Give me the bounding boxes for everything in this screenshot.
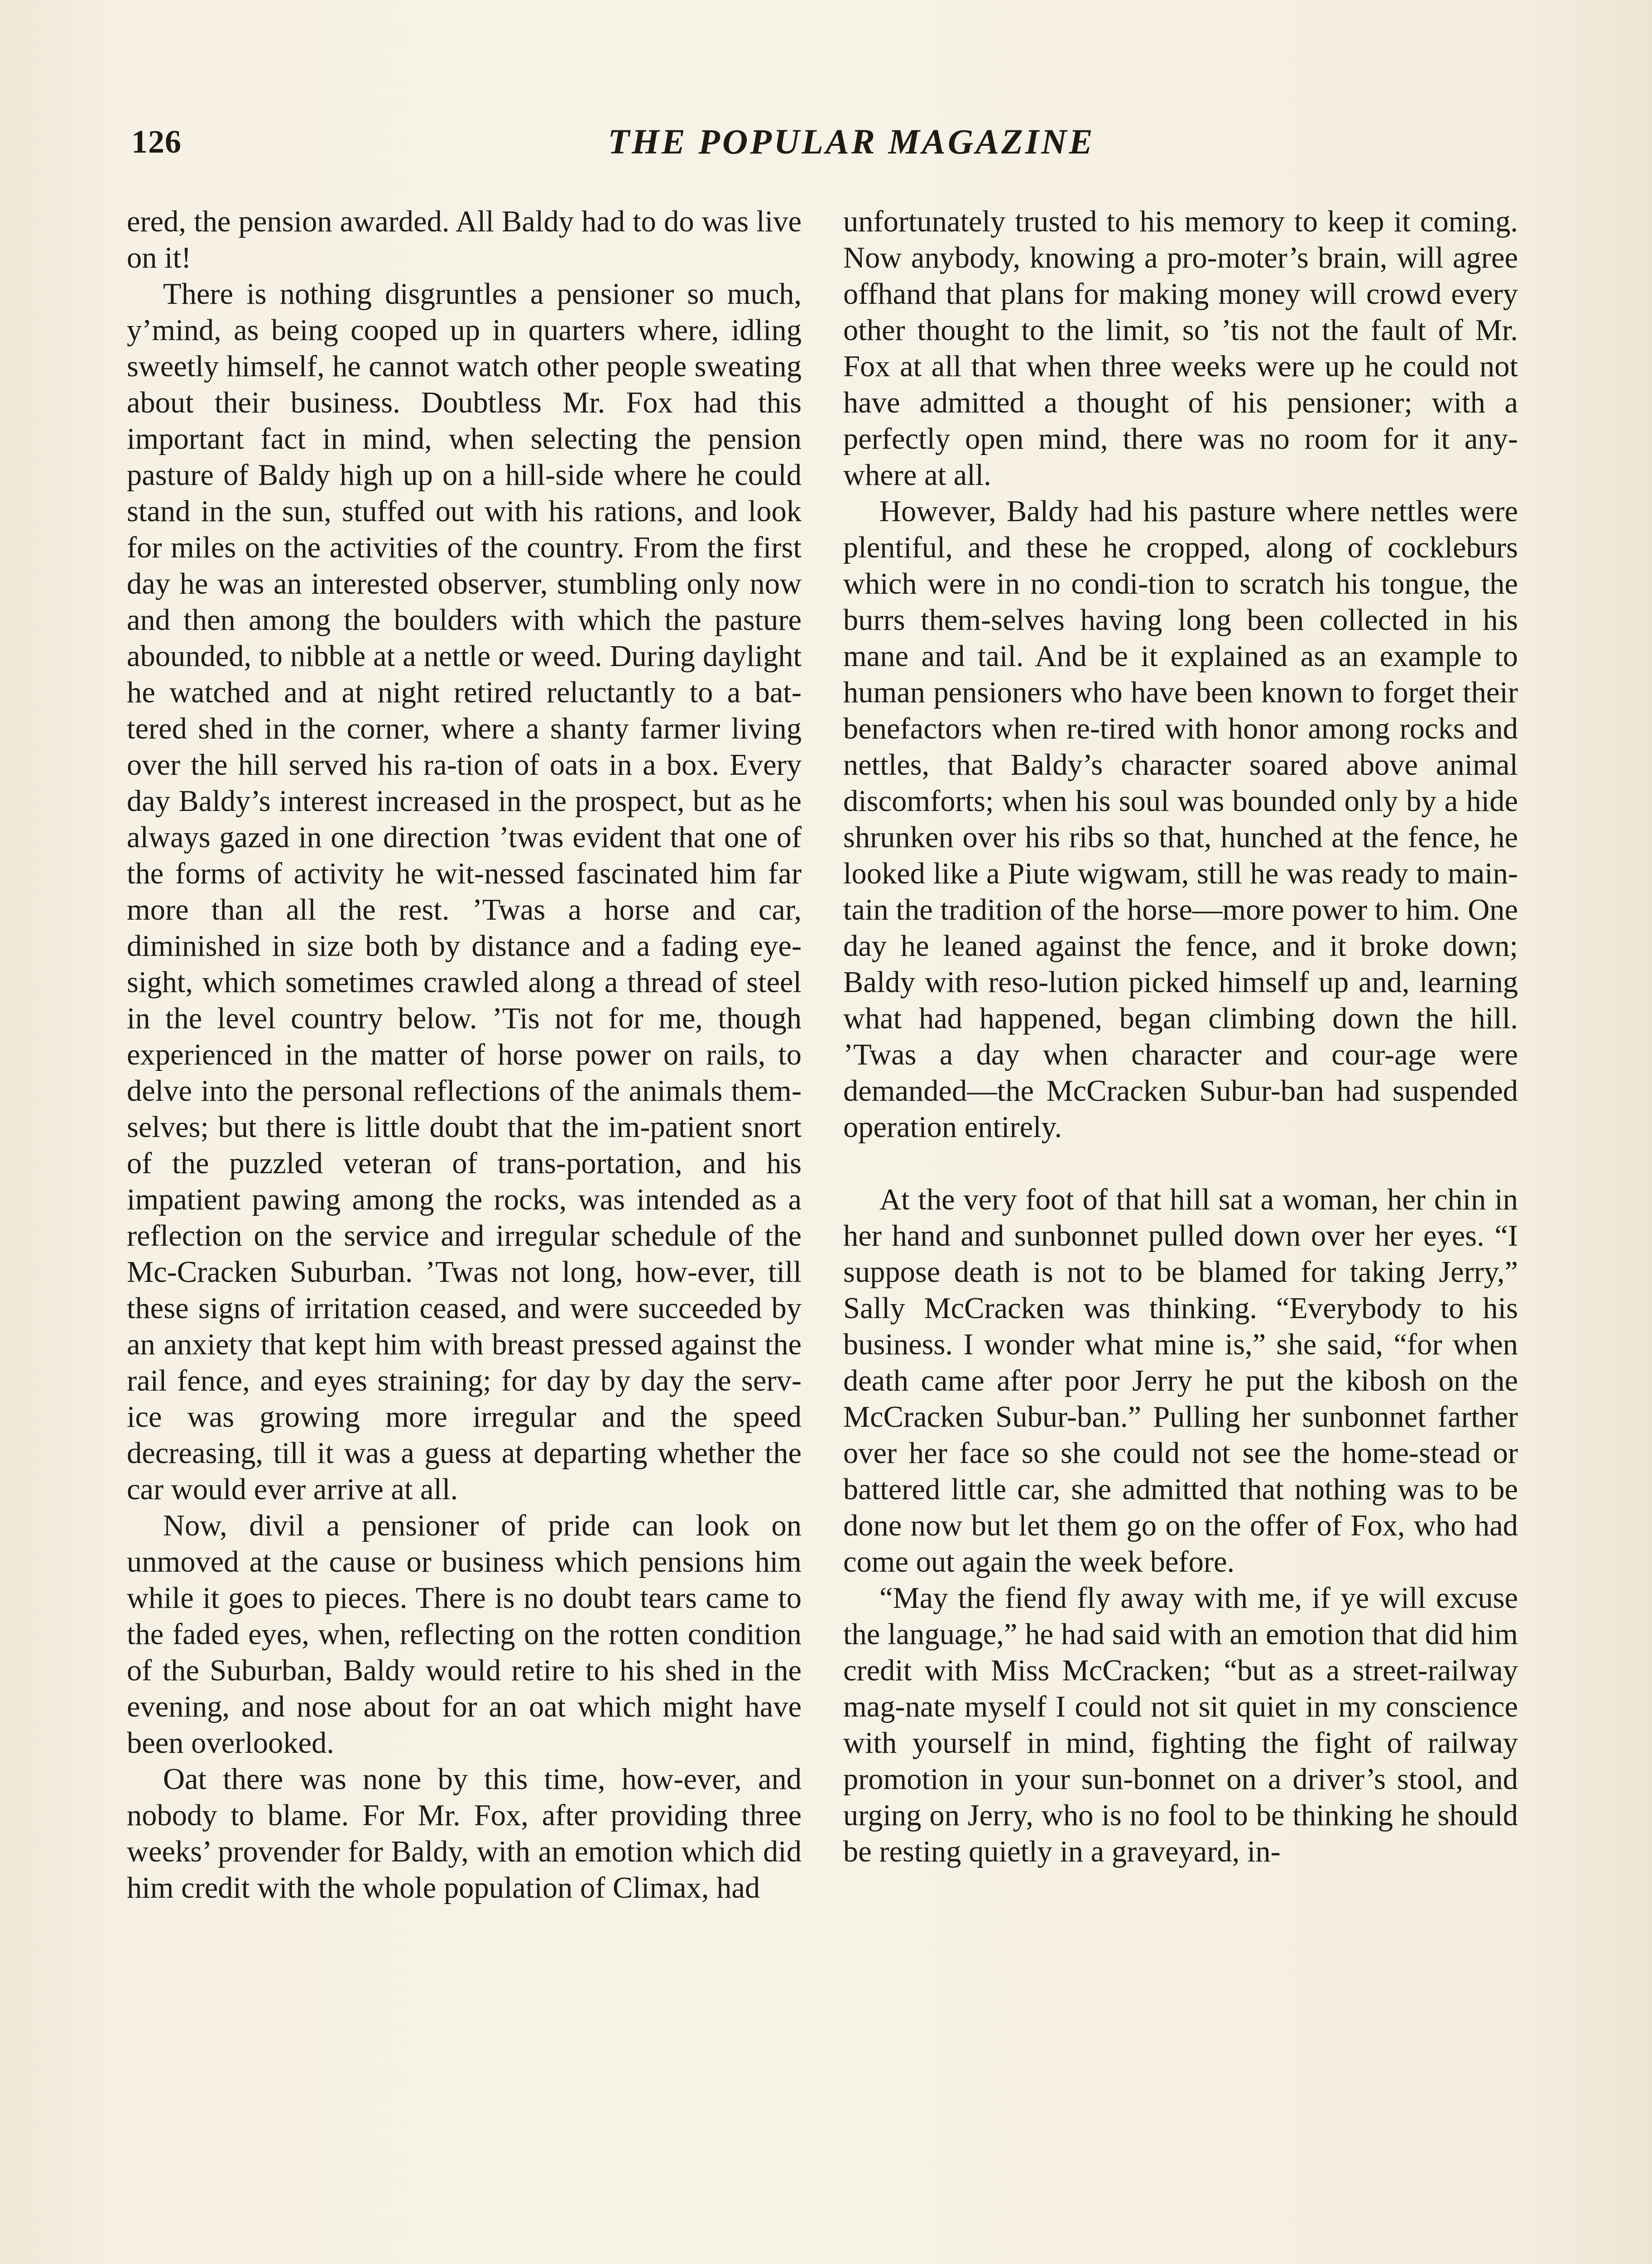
paragraph: “May the fiend fly away with me, if ye will excuse the language,” he had said with an emotion that did him credit with Miss McCracken; “but as a street-railway mag-nate myself I could not sit quiet in my conscience with yourself in mind, fighting the fight of railway promotion in your sun-bonnet on a driver’s stool, and urging on Jerry, who is no fool to be thinking he should be resting quietly in a graveyard, in- bbox=[843, 1582, 1518, 1868]
paragraph: At the very foot of that hill sat a woman, her chin in her hand and sunbonnet pulled down over her eyes. “I suppose death is not to be blamed for taking Jerry,” Sally McCracken was thinking. “Everybody to his business. I wonder what mine is,” she said, “for when death came after poor Jerry he put the kibosh on the McCracken Subur-ban.” Pulling her sunbonnet farther over her face so she could not see the home-stead or battered little car, she admitted that nothing was to be done now but let them go on the offer of Fox, who had come out again the week before. bbox=[843, 1183, 1518, 1578]
paragraph: There is nothing disgruntles a pensioner so much, y’mind, as being cooped up in quarters where, idling sweetly himself, he cannot watch other people sweating about their business. Doubtless Mr. Fox had this important fact in mind, when selecting the pension pasture of Baldy high up on a hill-side where he could stand in the sun, stuffed out with his rations, and look for miles on the activities of the country. From the first day he was an interested observer, stumbling only now and then among the boulders with which the pasture abounded, to nibble at a nettle or weed. During daylight he watched and at night retired reluctantly to a bat-tered shed in the corner, where a shanty farmer living over the hill served his ra-tion of oats in a box. Every day Baldy’s interest increased in the prospect, but as he always gazed in one direction ’twas evident that one of the forms of activity he wit-nessed fascinated him far more than all the rest. ’Twas a horse and car, diminished in size both by distance and a fading eye-sight, which sometimes crawled along a thread of steel in the level country below. ’Tis not for me, though experienced in the matter of horse power on rails, to delve into the personal reflections of the animals them-selves; but there is little doubt that the im-patient snort of the puzzled veteran of trans-portation, and his impatient pawing among the rocks, was intended as a reflection on the service and irregular schedule of the Mc-Cracken Suburban. ’Twas not long, how-ever, till these signs of irritation ceased, and were succeeded by an anxiety that kept him with breast pressed against the rail fence, and eyes straining; for day by day the serv-ice was growing more irregular and the speed decreasing, till it was a guess at departing whether the car would ever arrive at all. bbox=[127, 278, 802, 1506]
paragraph: However, Baldy had his pasture where nettles were plentiful, and these he cropped, along of cockleburs which were in no condi-tion to scratch his tongue, the burrs them-selves having long been collected in his mane and tail. And be it explained as an example to human pensioners who have been known to forget their benefactors when re-tired with honor among rocks and nettles, that Baldy’s character soared above animal discomforts; when his soul was bounded only by a hide shrunken over his ribs so that, hunched at the fence, he looked like a Piute wigwam, still he was ready to main-tain the tradition of the horse—more power to him. One day he leaned against the fence, and it broke down; Baldy with reso-lution picked himself up and, learning what had happened, began climbing down the hill. ’Twas a day when character and cour-age were demanded—the McCracken Subur-ban had suspended operation entirely. bbox=[843, 495, 1518, 1144]
paragraph: unfortunately trusted to his memory to keep it coming. Now anybody, knowing a pro-moter’s brain, will agree offhand that plans for making money will crowd every other thought to the limit, so ’tis not the fault of Mr. Fox at all that when three weeks were up he could not have admitted a thought of his pensioner; with a perfectly open mind, there was no room for it any-where at all. bbox=[843, 205, 1518, 492]
running-title: THE POPULAR MAGAZINE bbox=[608, 122, 1095, 161]
paragraph: Now, divil a pensioner of pride can look on unmoved at the cause or business which pensions him while it goes to pieces. There is no doubt tears came to the faded eyes, when, reflecting on the rotten condition of the Suburban, Baldy would retire to his shed in the evening, and nose about for an oat which might have been overlooked. bbox=[127, 1509, 802, 1760]
paragraph: Oat there was none by this time, how-ever, and nobody to blame. For Mr. Fox, after providing three weeks’ provender for Baldy, with an emotion which did him credit with the whole population of Climax, had bbox=[127, 1763, 802, 1904]
right-column bbox=[843, 204, 1518, 1870]
paragraph: ered, the pension awarded. All Baldy had to do was live on it! bbox=[127, 205, 802, 274]
left-column bbox=[127, 204, 802, 1906]
page-number: 126 bbox=[131, 124, 182, 160]
